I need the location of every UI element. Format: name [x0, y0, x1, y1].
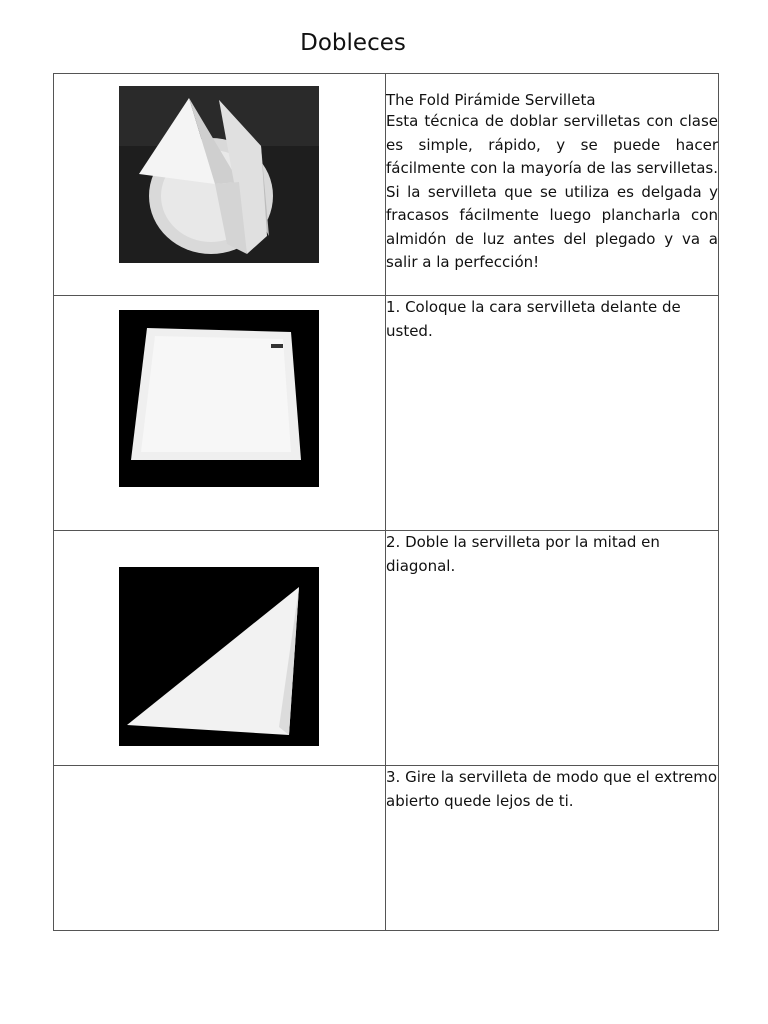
section-caption: The Fold Pirámide Servilleta	[386, 91, 596, 109]
text-cell	[386, 766, 719, 931]
table-row	[54, 296, 719, 531]
text-cell	[386, 531, 719, 766]
intro-paragraph: Esta técnica de doblar servilletas con clase es simple, rápido, y se puede hacer fácilmente con la mayoría de las servilletas. Si la servilleta que se utiliza es delgada y fracasos fácilmente luego plancharla con almidón de luz antes del plegado y va a salir a la perfección!	[386, 112, 718, 271]
text-cell	[386, 74, 719, 296]
instructions-table	[53, 73, 719, 931]
image-cell	[54, 74, 386, 296]
flat-napkin-photo	[119, 310, 319, 487]
table-row	[54, 74, 719, 296]
step-2-text: 2. Doble la servilleta por la mitad en diagonal.	[386, 533, 660, 575]
step-1-text: 1. Coloque la cara servilleta delante de usted.	[386, 298, 681, 340]
table-row	[54, 766, 719, 931]
step-3-text: 3. Gire la servilleta de modo que el extremo abierto quede lejos de ti.	[386, 768, 718, 810]
image-cell	[54, 531, 386, 766]
pyramid-napkin-on-plate-photo	[119, 86, 319, 263]
table-row	[54, 531, 719, 766]
text-cell	[386, 296, 719, 531]
image-cell	[54, 296, 386, 531]
page-title: Dobleces	[300, 30, 406, 56]
image-cell	[54, 766, 386, 931]
diagonal-folded-napkin-photo	[119, 567, 319, 746]
